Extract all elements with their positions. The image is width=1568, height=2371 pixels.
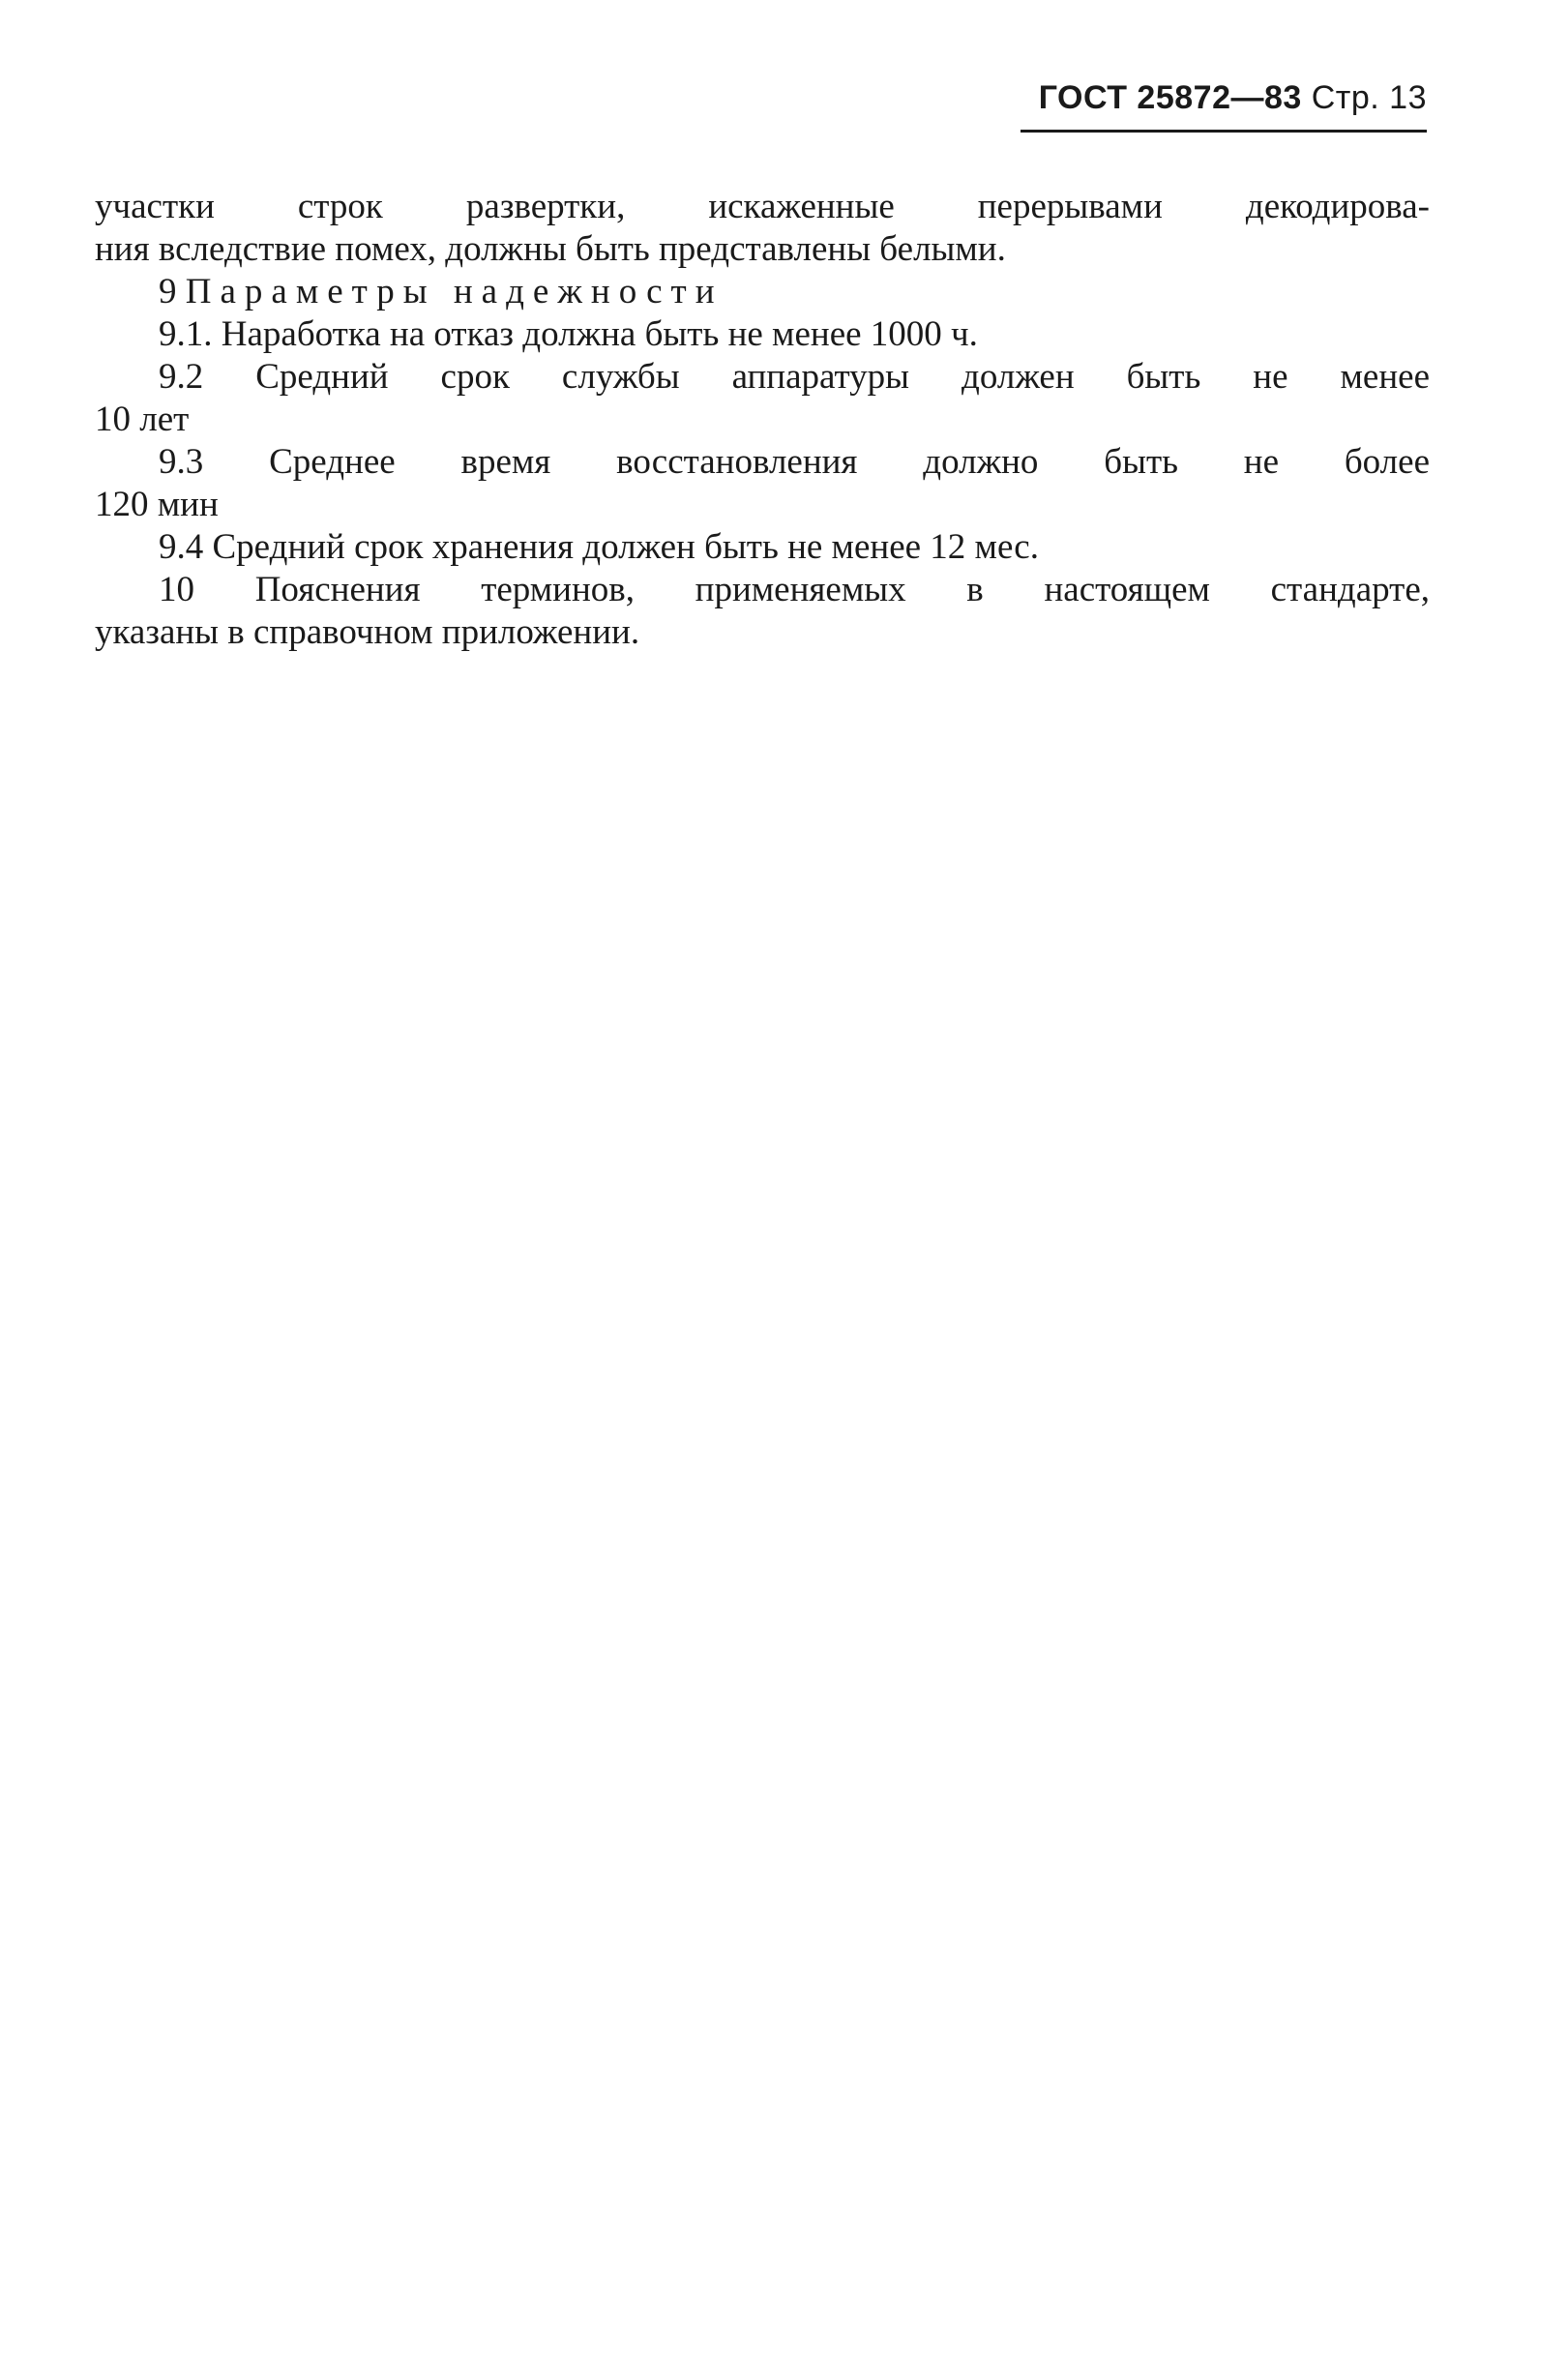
section-number: 9 — [159, 272, 177, 311]
page-number: Стр. 13 — [1311, 79, 1427, 116]
clause-line — [95, 526, 1430, 569]
paragraph-line — [95, 186, 1430, 228]
line-text: 10 лет — [95, 400, 190, 439]
line-text: указаны в справочном приложении. — [95, 612, 640, 652]
paragraph-line — [95, 611, 1430, 654]
clause-number: 9.1. — [159, 314, 213, 354]
line-text: ния вследствие помех, должны быть представлены белыми. — [95, 229, 1006, 269]
document-body — [95, 186, 1430, 654]
paragraph-line — [95, 484, 1430, 526]
clause-line — [95, 313, 1430, 356]
clause-text: Пояснения терминов, применяемых в настоящем стандарте, — [254, 570, 1431, 609]
clause-number: 10 — [159, 570, 194, 609]
clause-text: Средний срок хранения должен быть не менее 12 мес. — [212, 527, 1039, 567]
paragraph-line — [95, 228, 1430, 271]
line-text: участки строк развертки, искаженные перерывами декодирова- — [95, 187, 1430, 226]
clause-line — [95, 569, 1430, 611]
standard-number: ГОСТ 25872—83 — [1038, 79, 1302, 116]
section-heading — [95, 271, 1430, 313]
clause-text: Среднее время восстановления должно быть не более — [269, 442, 1430, 482]
clause-text: Средний срок службы аппаратуры должен быть не менее — [255, 357, 1430, 397]
paragraph-line — [95, 399, 1430, 441]
line-text: 120 мин — [95, 485, 219, 524]
clause-text: Наработка на отказ должна быть не менее 1000 ч. — [221, 314, 978, 354]
header-rule — [1021, 130, 1427, 133]
clause-number: 9.2 — [159, 357, 204, 397]
clause-number: 9.3 — [159, 442, 204, 482]
clause-line — [95, 441, 1430, 484]
section-title: Параметры надежности — [185, 272, 724, 311]
clause-number: 9.4 — [159, 527, 204, 567]
page-header — [1021, 79, 1427, 117]
clause-line — [95, 356, 1430, 399]
